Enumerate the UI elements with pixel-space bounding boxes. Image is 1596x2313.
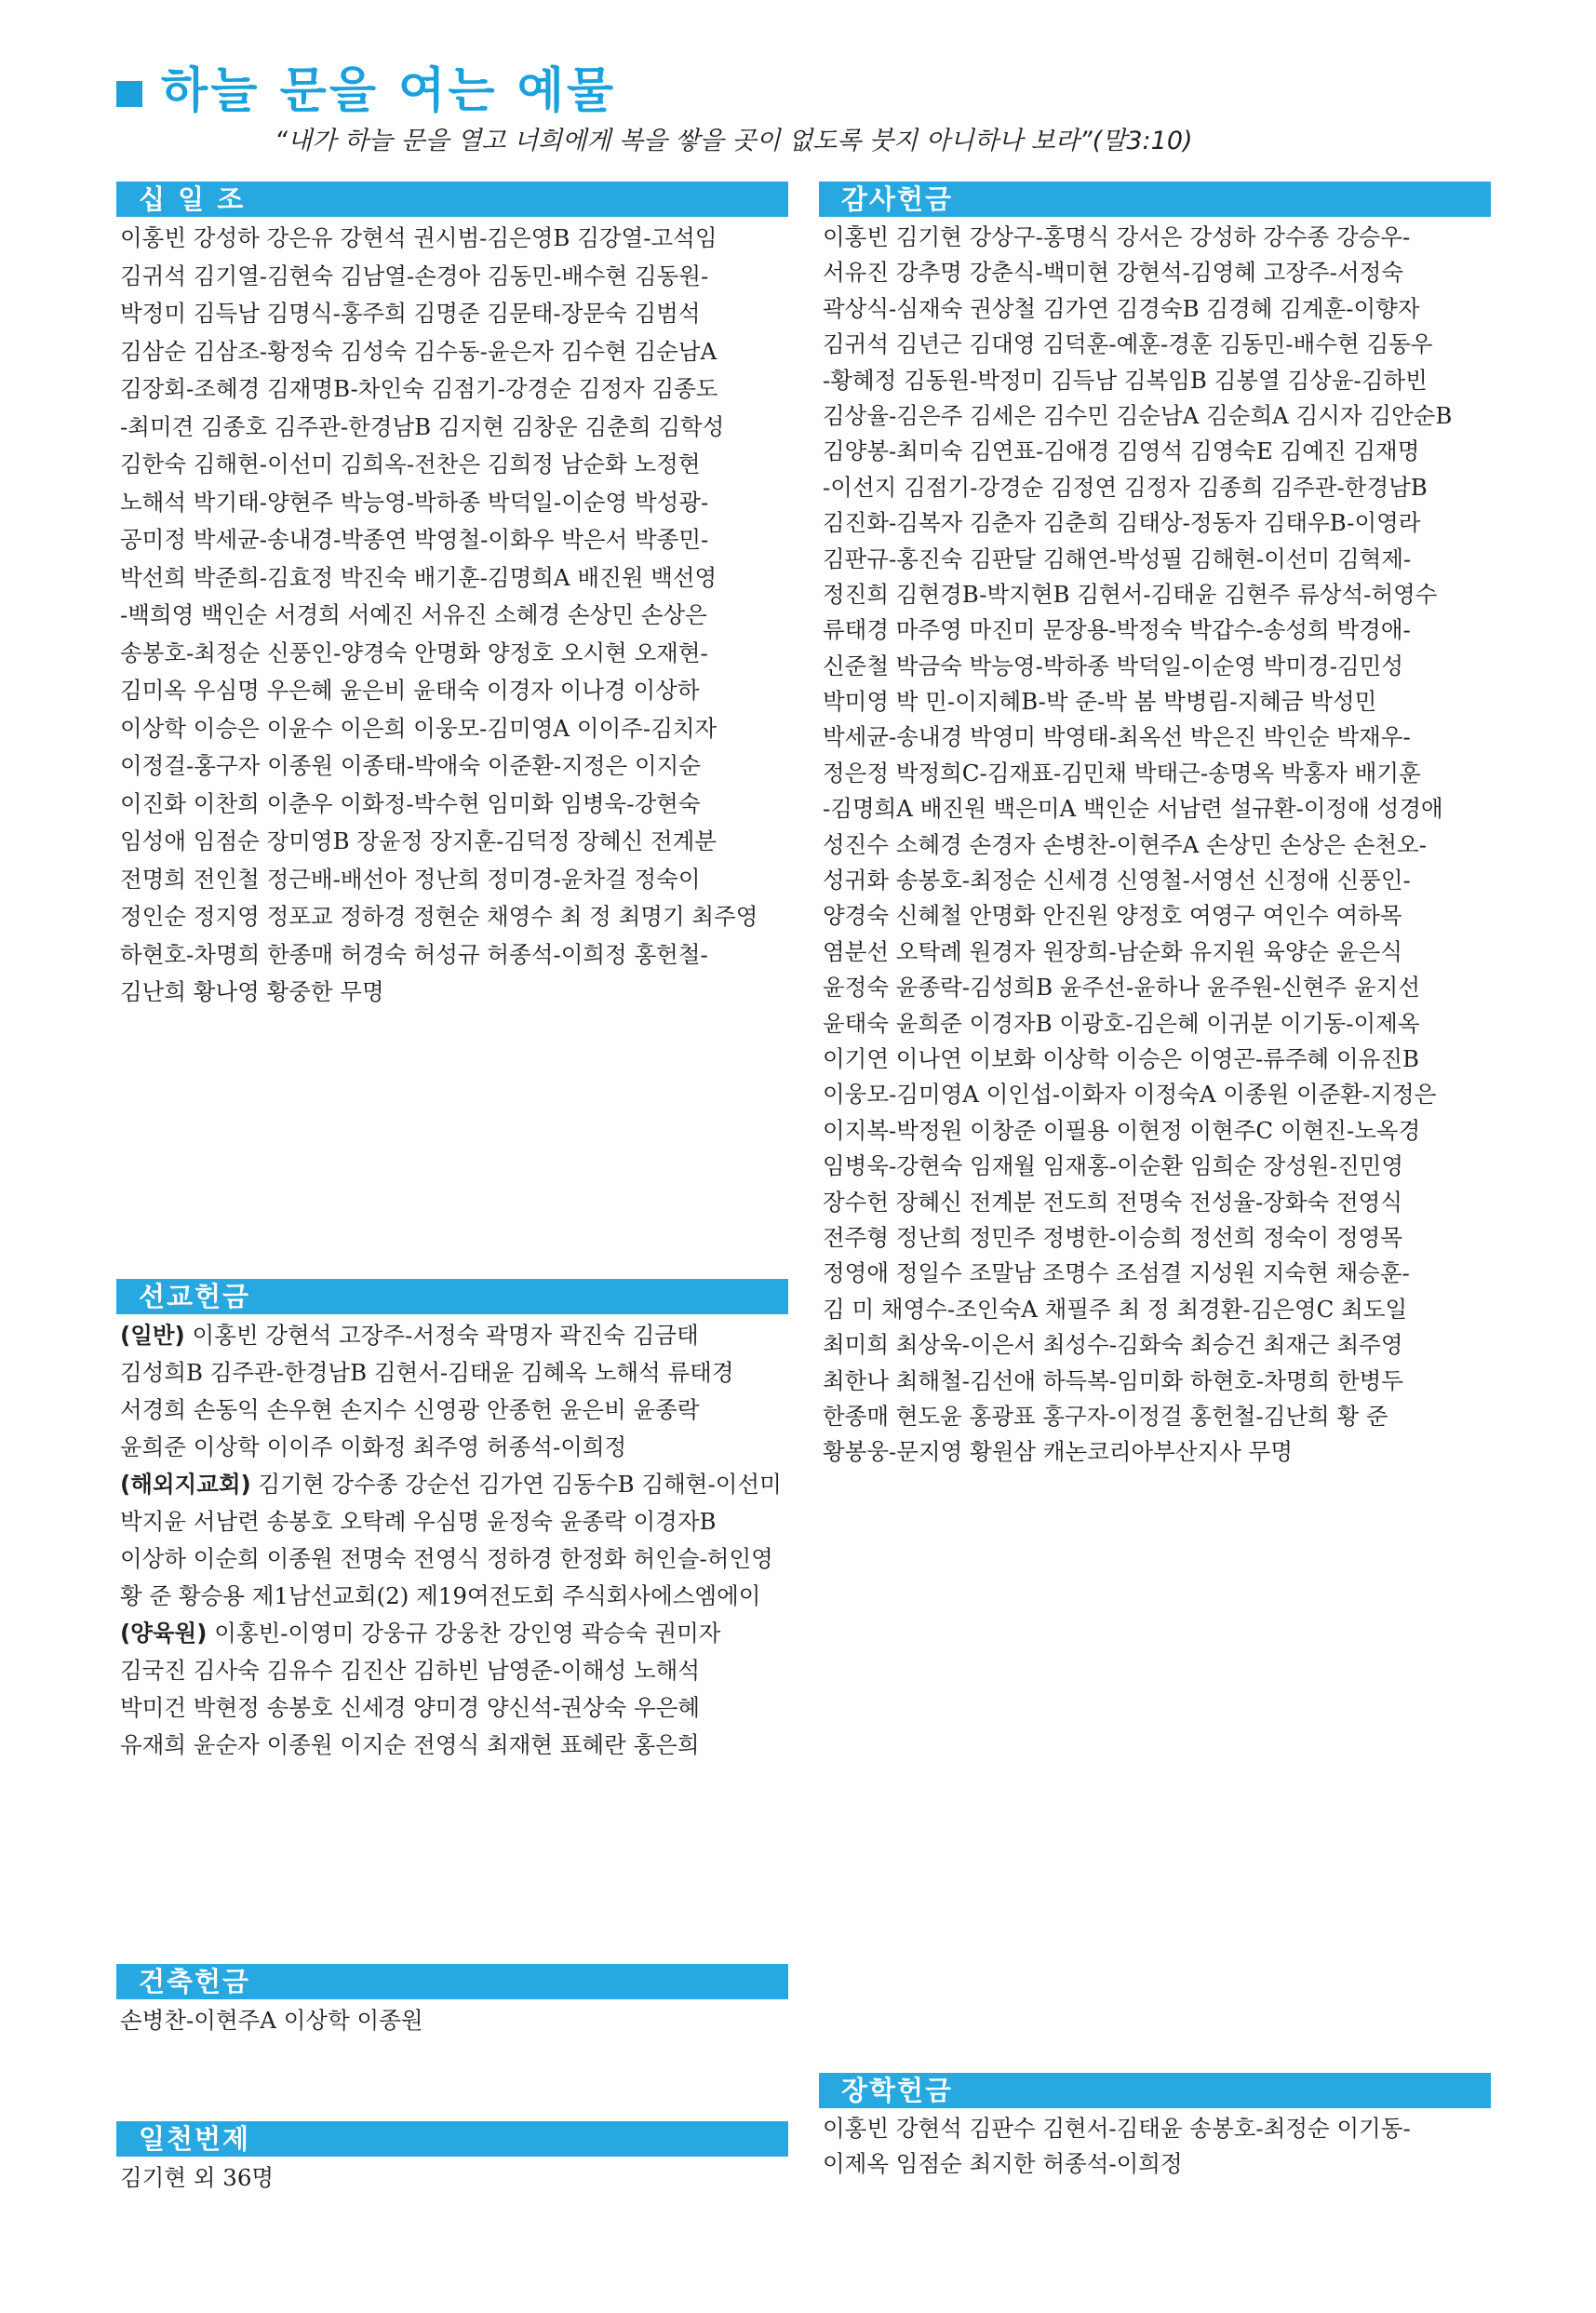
mission-text: 이홍빈-이영미 강웅규 강웅찬 강인영 곽승숙 권미자 — [207, 1620, 721, 1647]
tithe-line: 김장회-조혜경 김재명B-차인숙 김점기-강경순 김정자 김종도 — [120, 375, 718, 402]
thanks-line: -황혜정 김동원-박정미 김득남 김복임B 김봉열 김상윤-김하빈 — [823, 366, 1428, 394]
thanks-line: 곽상식-심재숙 권상철 김가연 김경숙B 김경혜 김계훈-이향자 — [823, 294, 1420, 322]
mission-line: 박지윤 서남련 송봉호 오탁례 우심명 윤정숙 윤종락 이경자B — [120, 1508, 717, 1535]
tithe-line: 김미옥 우심명 우은혜 윤은비 윤태숙 이경자 이나경 이상하 — [120, 677, 700, 704]
tithe-line: 박선희 박준희-김효정 박진숙 배기훈-김명희A 배진원 백선영 — [120, 563, 718, 591]
thanks-line: 윤정숙 윤종락-김성희B 윤주선-윤하나 윤주원-신현주 윤지선 — [823, 974, 1420, 1002]
section-title-thanks: 감사헌금 — [819, 182, 1491, 217]
ilcheon-line: 김기현 외 36명 — [120, 2164, 275, 2191]
tithe-line: 이정걸-홍구자 이종원 이종태-박애숙 이준환-지정은 이지순 — [120, 752, 701, 779]
thanks-line: 최한나 최해철-김선애 하득복-임미화 하현호-차명희 한병두 — [823, 1366, 1403, 1394]
tithe-line: 김난희 황나영 황중한 무명 — [120, 978, 384, 1005]
thanks-line: 박미영 박 민-이지혜B-박 준-박 봄 박병림-지혜금 박성민 — [823, 688, 1377, 716]
square-bullet-icon — [116, 81, 142, 107]
thanks-line: 김 미 채영수-조인숙A 채필주 최 정 최경환-김은영C 최도일 — [823, 1295, 1408, 1323]
tithe-line: 김귀석 김기열-김현숙 김남열-손경아 김동민-배수현 김동원- — [120, 262, 709, 289]
section-mission — [116, 1279, 788, 1764]
scholarship-line: 이홍빈 강현석 김판수 김현서-김태윤 송봉호-최정순 이기동- — [823, 2115, 1411, 2142]
mission-line — [120, 1466, 788, 1503]
donor-list-building — [116, 2002, 788, 2039]
tithe-line: 정인순 정지영 정포교 정하경 정현순 채영수 최 정 최명기 최주영 — [120, 903, 758, 930]
mission-line — [120, 1615, 788, 1652]
donor-list-ilcheon — [116, 2159, 788, 2197]
label-yangyuk: (양육원) — [120, 1620, 208, 1647]
mission-line — [120, 1317, 788, 1354]
mission-line: 이상하 이순희 이종원 전명숙 전영식 정하경 한정화 허인슬-허인영 — [120, 1545, 773, 1572]
thanks-line: 정진희 김현경B-박지현B 김현서-김태윤 김현주 류상석-허영수 — [823, 580, 1438, 608]
tithe-line: 김삼순 김삼조-황정숙 김성숙 김수동-윤은자 김수현 김순남A — [120, 337, 718, 365]
thanks-line: 김판규-홍진숙 김판달 김해연-박성필 김해현-이선미 김혁제- — [823, 545, 1412, 572]
thanks-line: 김상율-김은주 김세은 김수민 김순남A 김순희A 김시자 김안순B — [823, 401, 1453, 429]
donor-list-mission — [116, 1317, 788, 1764]
donor-list-tithe — [116, 220, 788, 1012]
thanks-line: -김명희A 배진원 백은미A 백인순 서남련 설규환-이정애 성경애 — [823, 795, 1443, 823]
tithe-line: 임성애 임점순 장미영B 장윤정 장지훈-김덕정 장혜신 전계분 — [120, 827, 718, 854]
tithe-line: 송봉호-최정순 신풍인-양경숙 안명화 양정호 오시현 오재현- — [120, 639, 708, 666]
thanks-line: 김양봉-최미숙 김연표-김애경 김영석 김영숙E 김예진 김재명 — [823, 437, 1420, 465]
mission-line: 김국진 김사숙 김유수 김진산 김하빈 남영준-이해성 노해석 — [120, 1657, 701, 1684]
scholarship-line: 이제옥 임점순 최지한 허종석-이희정 — [823, 2150, 1183, 2177]
section-title-tithe: 십 일 조 — [116, 182, 788, 217]
mission-line: 황 준 황승용 제1남선교회(2) 제19여전도회 주식회사에스엠에이 — [120, 1582, 761, 1609]
bible-verse: “내가 하늘 문을 열고 너희에게 복을 쌓을 곳이 없도록 붓지 아니하나 보라”(말3:10) — [275, 127, 1193, 155]
tithe-line: 하현호-차명희 한종매 허경숙 허성규 허종석-이희정 홍헌철- — [120, 940, 708, 968]
tithe-line: -최미견 김종호 김주관-한경남B 김지현 김창운 김춘희 김학성 — [120, 412, 725, 440]
tithe-line: 김한숙 김해현-이선미 김희옥-전찬은 김희정 남순화 노정현 — [120, 450, 701, 477]
title-row — [116, 63, 1494, 119]
thanks-line: 장수헌 장혜신 전계분 전도희 전명숙 전성율-장화숙 전영식 — [823, 1188, 1403, 1216]
mission-text: 김기현 강수종 강순선 김가연 김동수B 김해현-이선미 — [250, 1471, 782, 1498]
donor-list-scholarship — [819, 2111, 1491, 2182]
thanks-line: 이지복-박정원 이창준 이필용 이현정 이현주C 이현진-노옥경 — [823, 1116, 1421, 1144]
thanks-line: 박세균-송내경 박영미 박영태-최옥선 박은진 박인순 박재우- — [823, 723, 1411, 751]
section-scholarship — [819, 2073, 1491, 2182]
section-title-mission: 선교헌금 — [116, 1279, 788, 1314]
thanks-line: 한종매 현도윤 홍광표 홍구자-이정걸 홍헌철-김난희 황 준 — [823, 1402, 1388, 1430]
mission-text: 이홍빈 강현석 고장주-서정숙 곽명자 곽진숙 김금태 — [184, 1322, 699, 1349]
tithe-line: 노해석 박기태-양현주 박능영-박하종 박덕일-이순영 박성광- — [120, 488, 709, 516]
section-title-scholarship: 장학헌금 — [819, 2073, 1491, 2108]
section-title-ilcheon: 일천번제 — [116, 2121, 788, 2157]
thanks-line: 류태경 마주영 마진미 문장용-박정숙 박갑수-송성희 박경애- — [823, 616, 1411, 644]
mission-line: 서경희 손동익 손우현 손지수 신영광 안종헌 윤은비 윤종락 — [120, 1396, 700, 1423]
section-building — [116, 1964, 788, 2039]
thanks-line: 서유진 강추명 강춘식-백미현 강현석-김영혜 고장주-서정숙 — [823, 259, 1403, 287]
thanks-line: 성진수 소혜경 손경자 손병찬-이현주A 손상민 손상은 손천오- — [823, 830, 1427, 858]
tithe-line: 전명희 전인철 정근배-배선아 정난희 정미경-윤차걸 정숙이 — [120, 865, 701, 893]
thanks-line: 임병욱-강현숙 임재월 임재홍-이순환 임희순 장성원-진민영 — [823, 1152, 1403, 1180]
thanks-line: 정영애 정일수 조말남 조명수 조섬결 지성원 지숙현 채승훈- — [823, 1259, 1410, 1287]
thanks-line: 김귀석 김년근 김대영 김덕훈-예훈-경훈 김동민-배수현 김동우 — [823, 330, 1433, 358]
page-header — [116, 63, 1494, 156]
thanks-line: 이기연 이나연 이보화 이상학 이승은 이영곤-류주혜 이유진B — [823, 1044, 1420, 1072]
thanks-line: 전주형 정난희 정민주 정병한-이승희 정선희 정숙이 정영목 — [823, 1223, 1403, 1251]
mission-line: 박미건 박현정 송봉호 신세경 양미경 양신석-권상숙 우은혜 — [120, 1694, 701, 1721]
thanks-line: 최미희 최상욱-이은서 최성수-김화숙 최승건 최재근 최주영 — [823, 1331, 1403, 1359]
donor-list-thanks — [819, 220, 1491, 1471]
page-title: 하늘 문을 여는 예물 — [161, 63, 617, 119]
tithe-line: 박정미 김득남 김명식-홍주희 김명준 김문태-장문숙 김범석 — [120, 300, 701, 327]
thanks-line: 이웅모-김미영A 이인섭-이화자 이정숙A 이종원 이준환-지정은 — [823, 1081, 1437, 1109]
section-thanks — [819, 182, 1491, 1471]
thanks-line: -이선지 김점기-강경순 김정연 김정자 김종희 김주관-한경남B — [823, 473, 1428, 501]
label-overseas: (해외지교회) — [120, 1471, 251, 1498]
mission-line: 윤희준 이상학 이이주 이화정 최주영 허종석-이희정 — [120, 1433, 627, 1460]
thanks-line: 김진화-김복자 김춘자 김춘희 김태상-정동자 김태우B-이영라 — [823, 509, 1421, 537]
label-general: (일반) — [120, 1322, 185, 1349]
thanks-line: 양경숙 신혜철 안명화 안진원 양정호 여영구 여인수 여하목 — [823, 902, 1402, 930]
thanks-line: 정은정 박정희C-김재표-김민채 박태근-송명옥 박홍자 배기훈 — [823, 759, 1421, 787]
thanks-line: 이홍빈 김기현 강상구-홍명식 강서은 강성하 강수종 강승우- — [823, 223, 1411, 250]
thanks-line: 윤태숙 윤희준 이경자B 이광호-김은혜 이귀분 이기동-이제옥 — [823, 1009, 1420, 1037]
tithe-line: -백희영 백인순 서경희 서예진 서유진 소혜경 손상민 손상은 — [120, 601, 707, 628]
section-tithe — [116, 182, 788, 1012]
thanks-line: 신준철 박금숙 박능영-박하종 박덕일-이순영 박미경-김민성 — [823, 652, 1403, 679]
section-ilcheon — [116, 2121, 788, 2197]
tithe-line: 이상학 이승은 이윤수 이은희 이웅모-김미영A 이이주-김치자 — [120, 714, 718, 742]
mission-line: 김성희B 김주관-한경남B 김현서-김태윤 김혜옥 노해석 류태경 — [120, 1359, 734, 1386]
tithe-line: 이진화 이찬희 이춘우 이화정-박수현 임미화 임병욱-강현숙 — [120, 789, 701, 817]
thanks-line: 성귀화 송봉호-최정순 신세경 신영철-서영선 신정애 신풍인- — [823, 867, 1411, 894]
thanks-line: 황봉웅-문지영 황원삼 캐논코리아부산지사 무명 — [823, 1438, 1293, 1466]
tithe-line: 공미정 박세균-송내경-박종연 박영철-이화우 박은서 박종민- — [120, 526, 709, 553]
building-line: 손병찬-이현주A 이상학 이종원 — [120, 2007, 423, 2034]
mission-line: 유재희 윤순자 이종원 이지순 전영식 최재현 표혜란 홍은희 — [120, 1731, 700, 1758]
thanks-line: 염분선 오탁례 원경자 원장희-남순화 유지원 육양순 윤은식 — [823, 937, 1403, 965]
tithe-line: 이홍빈 강성하 강은유 강현석 권시범-김은영B 김강열-고석임 — [120, 224, 718, 251]
section-title-building: 건축헌금 — [116, 1964, 788, 1999]
